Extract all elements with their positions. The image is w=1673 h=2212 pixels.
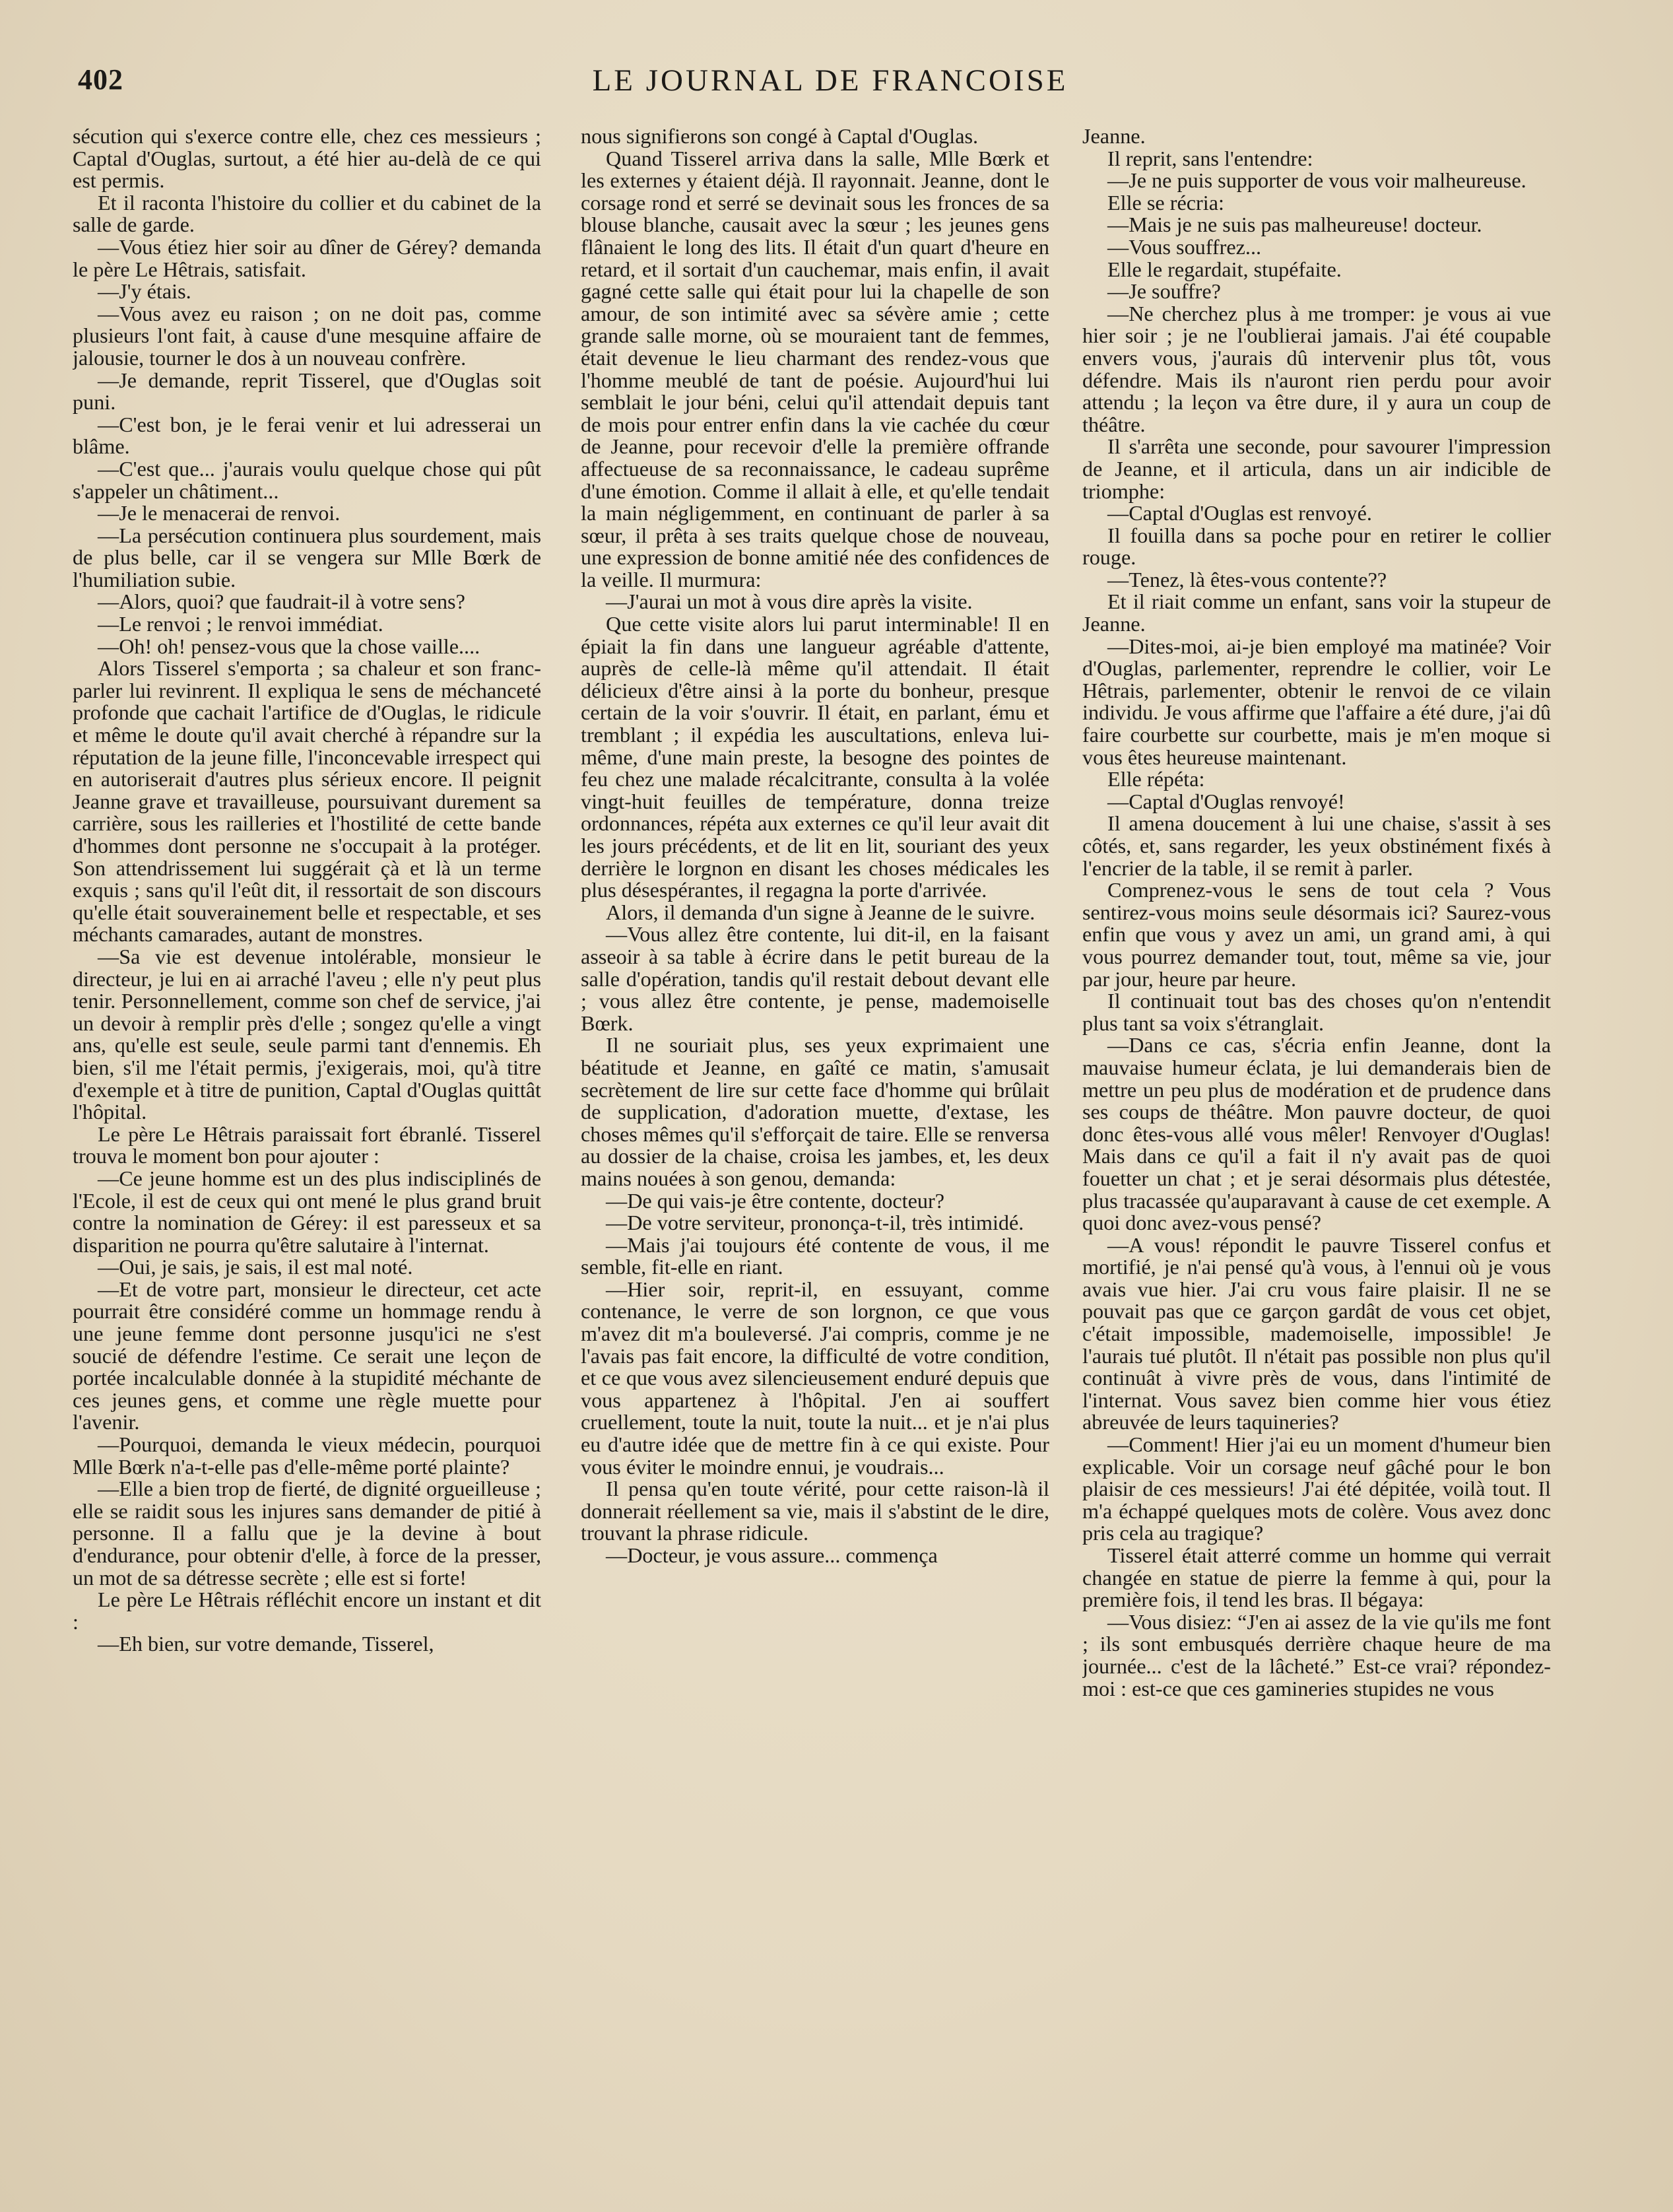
- paragraph: —Elle a bien trop de fierté, de dignité orgueilleuse ; elle se raidit sous les injures sans demander de pitié à personne. Il a fallu que je la devine à bout d'endurance, pour obtenir d'elle, à force de la presser, un mot de sa détresse secrète ; elle est si forte!: [73, 1477, 541, 1590]
- paragraph: —Ce jeune homme est un des plus indisciplinés de l'Ecole, il est de ceux qui ont mené le plus grand bruit contre la nomination de Gérey: il est paresseux et sa disparition ne pourra qu'être salutaire à l'internat.: [73, 1166, 541, 1257]
- paragraph: Le père Le Hêtrais réfléchit encore un instant et dit :: [73, 1588, 541, 1634]
- paragraph: —Comment! Hier j'ai eu un moment d'humeur bien explicable. Voir un corsage neuf gâché pour le bon plaisir de ces messieurs! J'ai été dépitée, voilà tout. Il m'a échappé quelques mots de colère. Vous avez donc pris cela au tragique?: [1082, 1432, 1551, 1545]
- paragraph: Alors, il demanda d'un signe à Jeanne de le suivre.: [606, 900, 1035, 924]
- paragraph: —Sa vie est devenue intolérable, monsieur le directeur, je lui en ai arraché l'aveu ; elle n'y peut plus tenir. Personnellement, comme son chef de service, j'ai un devoir à remplir près d'elle ; songez qu'elle a vingt ans, qu'elle est seule, seule parmi tant d'ennemis. Eh bien, s'il me l'était permis, j'exigerais, moi, qu'à titre d'exemple et à titre de punition, Captal d'Ouglas quittât l'hôpital.: [73, 944, 541, 1124]
- paragraph: —Dites-moi, ai-je bien employé ma matinée? Voir d'Ouglas, parlementer, reprendre le collier, voir Le Hêtrais, parlementer, obtenir le renvoi de ce vilain individu. Je vous affirme que l'affaire a été dure, j'ai dû faire courbette sur courbette, mais je m'en moque si vous êtes heureuse maintenant.: [1082, 634, 1551, 769]
- paragraph: —Ne cherchez plus à me tromper: je vous ai vue hier soir ; je ne l'oublierai jamais. J'ai été coupable envers vous, j'aurais dû intervenir plus tôt, vous défendre. Mais ils n'auront rien perdu pour avoir attendu ; la leçon va être dure, il y aura un coup de théâtre.: [1082, 301, 1551, 436]
- paragraph: sécution qui s'exerce contre elle, chez ces messieurs ; Captal d'Ouglas, surtout, a été hier au-delà de ce qui est permis.: [73, 125, 541, 193]
- text-column-3: [1082, 125, 1551, 2185]
- paragraph: Il fouilla dans sa poche pour en retirer le collier rouge.: [1082, 523, 1551, 570]
- paragraph: Il s'arrêta une seconde, pour savourer l'impression de Jeanne, et il articula, dans un air indicible de triomphe:: [1082, 434, 1551, 503]
- paragraph: Et il riait comme un enfant, sans voir la stupeur de Jeanne.: [1082, 589, 1551, 636]
- paragraph: —Vous disiez: “J'en ai assez de la vie qu'ils me font ; ils sont embusqués derrière chaque heure de ma journée... c'est de la lâcheté.” Est-ce vrai? répondez-moi : est-ce que ces gamineries stupides ne vous: [1082, 1609, 1551, 1700]
- paragraph: —Je le menacerai de renvoi.: [98, 501, 341, 525]
- paragraph: —C'est que... j'aurais voulu quelque chose qui pût s'appeler un châtiment...: [73, 456, 541, 503]
- paragraph: —A vous! répondit le pauvre Tisserel confus et mortifié, je n'ai pensé qu'à vous, à l'ennui où je vous avais vue hier. J'ai cru vous faire plaisir. Il ne se pouvait pas que ce garçon gardât de vous cet objet, c'était impossible, mademoiselle, impossible! Je l'aurais tué plutôt. Il n'était pas possible non plus qu'il continuât à vivre près de vous, dans l'intimité de l'internat. Vous savez bien comme hier vous étiez abreuvée de leurs taquineries?: [1082, 1232, 1551, 1434]
- paragraph: —Oui, je sais, je sais, il est mal noté.: [98, 1255, 413, 1279]
- text-column-2: [581, 125, 1049, 2185]
- paragraph: Il pensa qu'en toute vérité, pour cette raison-là il donnerait réellement sa vie, mais il s'abstint de le dire, trouvant la phrase ridicule.: [581, 1477, 1049, 1545]
- paragraph: —Tenez, là êtes-vous contente??: [1107, 567, 1387, 591]
- paragraph: Il reprit, sans l'entendre:: [1107, 146, 1313, 170]
- paragraph: —Et de votre part, monsieur le directeur, cet acte pourrait être considéré comme un hommage rendu à une jeune femme dont personne jusqu'ici ne s'est soucié de défendre l'estime. Ce serait une leçon de portée incalculable donnée à la stupidité méchante de ces jeunes gens, et comme une règle muette pour l'avenir.: [73, 1277, 541, 1434]
- paragraph: Il amena doucement à lui une chaise, s'assit à ses côtés, et, sans regarder, les yeux obstinément fixés à l'encrier de la table, il se remit à parler.: [1082, 811, 1551, 880]
- paragraph: Et il raconta l'histoire du collier et du cabinet de la salle de garde.: [73, 190, 541, 237]
- paragraph: Comprenez-vous le sens de tout cela ? Vous sentirez-vous moins seule désormais ici? Saurez-vous enfin que vous y avez un ami, un grand ami, à qui vous pourrez demander tout, tout, même sa vie, jour par jour, heure par heure.: [1082, 878, 1551, 991]
- paragraph: Que cette visite alors lui parut interminable! Il en épiait la fin dans une langueur agréable d'attente, auprès de celle-là même qu'il attendait. Il était délicieux d'être ainsi à la porte du bonheur, presque certain de la voir s'ouvrir. Il était, en parlant, ému et tremblant ; il expédia les auscultations, enleva lui-même, d'une main preste, la besogne des pointes de feu chez une malade récalcitrante, consulta à la volée vingt-huit feuilles de température, donna treize ordonnances, répéta aux externes ce qu'il leur avait dit les jours précédents, et de lit en lit, souriant des yeux derrière le lorgnon en disant les choses médicales les plus désespérantes, il regagna la porte d'arrivée.: [581, 612, 1049, 902]
- paragraph: —J'aurai un mot à vous dire après la visite.: [606, 589, 973, 614]
- paragraph: —Mais j'ai toujours été contente de vous, il me semble, fit-elle en riant.: [581, 1232, 1049, 1279]
- paragraph: —Captal d'Ouglas renvoyé!: [1107, 789, 1345, 813]
- paragraph: —Dans ce cas, s'écria enfin Jeanne, dont la mauvaise humeur éclata, je lui demanderais bien de mettre un peu plus de modération et de prudence dans ses coups de théâtre. Mon pauvre docteur, de quoi donc êtes-vous allé vous mêler! Renvoyer d'Ouglas! Mais dans ce qu'il a fait il n'y avait pas de quoi fouetter un chat ; et je serai désormais plus détestée, plus tracassée qu'auparavant à cause de cet exemple. A quoi donc avez-vous pensé?: [1082, 1033, 1551, 1235]
- paragraph: —Vous souffrez...: [1107, 234, 1262, 259]
- paragraph: —Je demande, reprit Tisserel, que d'Ouglas soit puni.: [73, 368, 541, 415]
- paragraph: —Captal d'Ouglas est renvoyé.: [1107, 501, 1372, 525]
- paragraph: Elle le regardait, stupéfaite.: [1107, 257, 1342, 281]
- paragraph: Tisserel était atterré comme un homme qui verrait changée en statue de pierre la femme à qui, pour la première fois, il tend les bras. Il bégaya:: [1082, 1543, 1551, 1612]
- paragraph: —Mais je ne suis pas malheureuse! docteur.: [1107, 213, 1482, 237]
- paragraph: Le père Le Hêtrais paraissait fort ébranlé. Tisserel trouva le moment bon pour ajouter :: [73, 1122, 541, 1168]
- paragraph: —Docteur, je vous assure... commença: [606, 1543, 938, 1567]
- paragraph: —Je souffre?: [1107, 279, 1221, 304]
- paragraph: —Vous avez eu raison ; on ne doit pas, comme plusieurs l'ont fait, à cause d'une mesquine affaire de jalousie, tourner le dos à un nouveau confrère.: [73, 301, 541, 370]
- page-header: [78, 63, 1583, 109]
- paragraph: —C'est bon, je le ferai venir et lui adresserai un blâme.: [73, 412, 541, 459]
- paragraph: —Eh bien, sur votre demande, Tisserel,: [98, 1632, 434, 1656]
- paragraph: —Hier soir, reprit-il, en essuyant, comme contenance, le verre de son lorgnon, ce que vous m'avez dit m'a bouleversé. J'ai compris, comme je ne l'avais pas fait encore, la difficulté de votre condition, et ce que vous avez silencieusement enduré depuis que vous appartenez à l'hôpital. J'en ai souffert cruellement, toute la nuit, toute la nuit... et je n'ai plus eu d'autre idée que de mettre fin à ce qui existe. Pour vous éviter le moindre ennui, je voudrais...: [581, 1277, 1049, 1479]
- paragraph: —Je ne puis supporter de vous voir malheureuse.: [1107, 168, 1526, 193]
- text-column-1: [73, 125, 541, 2185]
- paragraph: —De votre serviteur, prononça-t-il, très intimidé.: [606, 1211, 1024, 1235]
- paragraph: Alors Tisserel s'emporta ; sa chaleur et son franc-parler lui revinrent. Il expliqua le sens de méchanceté profonde que cachait l'artifice de d'Ouglas, le ridicule et même le doute qu'il avait cherché à répandre sur la réputation de la jeune fille, l'inconcevable irrespect qui en autoriserait d'autres plus sérieux encore. Il peignit Jeanne grave et travailleuse, poursuivant durement sa carrière, sous les railleries et l'hostilité de cette bande d'hommes dont personne ne s'occupait à la protéger. Son attendrissement lui suggérait çà et là un terme exquis ; sans qu'il l'eût dit, il ressortait de son discours qu'elle était souverainement belle et respectable, et ses méchants camarades, autant de monstres.: [73, 656, 541, 947]
- paragraph: —Vous allez être contente, lui dit-il, en la faisant asseoir à sa table à écrire dans le petit bureau de la salle d'opération, tandis qu'il restait debout devant elle ; vous allez être contente, je pense, mademoiselle Bœrk.: [581, 922, 1049, 1035]
- page-number: 402: [78, 63, 123, 96]
- paragraph: —Pourquoi, demanda le vieux médecin, pourquoi Mlle Bœrk n'a-t-elle pas d'elle-même porté plainte?: [73, 1432, 541, 1479]
- paragraph: nous signifierons son congé à Captal d'Ouglas.: [581, 125, 979, 148]
- paragraph: —Alors, quoi? que faudrait-il à votre sens?: [98, 589, 465, 614]
- paragraph: —Le renvoi ; le renvoi immédiat.: [98, 612, 383, 636]
- paragraph: —Vous étiez hier soir au dîner de Gérey? demanda le père Le Hêtrais, satisfait.: [73, 234, 541, 281]
- paragraph: —De qui vais-je être contente, docteur?: [606, 1188, 944, 1213]
- paragraph: Elle se récria:: [1107, 190, 1224, 215]
- paragraph: —Oh! oh! pensez-vous que la chose vaille....: [98, 634, 480, 658]
- paragraph: Jeanne.: [1082, 125, 1146, 148]
- paragraph: Il ne souriait plus, ses yeux exprimaient une béatitude et Jeanne, en gaîté ce matin, s'amusait secrètement de lire sur cette face d'homme qui brûlait de supplication, d'adoration muette, d'extase, les choses mêmes qu'il s'efforçait de taire. Elle se renversa au dossier de la chaise, croisa les jambes, et, les deux mains nouées à son genou, demanda:: [581, 1033, 1049, 1190]
- paragraph: —J'y étais.: [98, 279, 191, 304]
- paragraph: —La persécution continuera plus sourdement, mais de plus belle, car il se vengera sur Mlle Bœrk de l'humiliation subie.: [73, 523, 541, 591]
- journal-title: LE JOURNAL DE FRANCOISE: [592, 63, 1068, 98]
- paragraph: Quand Tisserel arriva dans la salle, Mlle Bœrk et les externes y étaient déjà. Il rayonnait. Jeanne, dont le corsage rond et serré se devinait sous les fronces de sa blouse blanche, causait avec la sœur ; les jeunes gens flânaient le long des lits. Il était d'un quart d'heure en retard, et il sortait d'un cauchemar, mais enfin, il avait gagné cette salle qui était pour lui la chapelle de son amour, de son intimité avec sa sévère amie ; cette grande salle morne, où se mouraient tant de femmes, était devenue le lieu charmant des rendez-vous que l'homme meublé de tant de poésie. Aujourd'hui lui semblait le jour béni, celui qu'il attendait depuis tant de mois pour entrer enfin dans la vie cachée du cœur de Jeanne, pour recevoir d'elle la première offrande affectueuse de sa reconnaissance, le cadeau suprême d'une émotion. Comme il allait à elle, et qu'elle tendait la main négligemment, en continuant de parler à sa sœur, il prêta à ses traits quelque chose de nouveau, une expression de bonne amitié née des confidences de la veille. Il murmura:: [581, 146, 1049, 591]
- paragraph: Il continuait tout bas des choses qu'on n'entendit plus tant sa voix s'étranglait.: [1082, 989, 1551, 1035]
- paragraph: Elle répéta:: [1107, 767, 1205, 791]
